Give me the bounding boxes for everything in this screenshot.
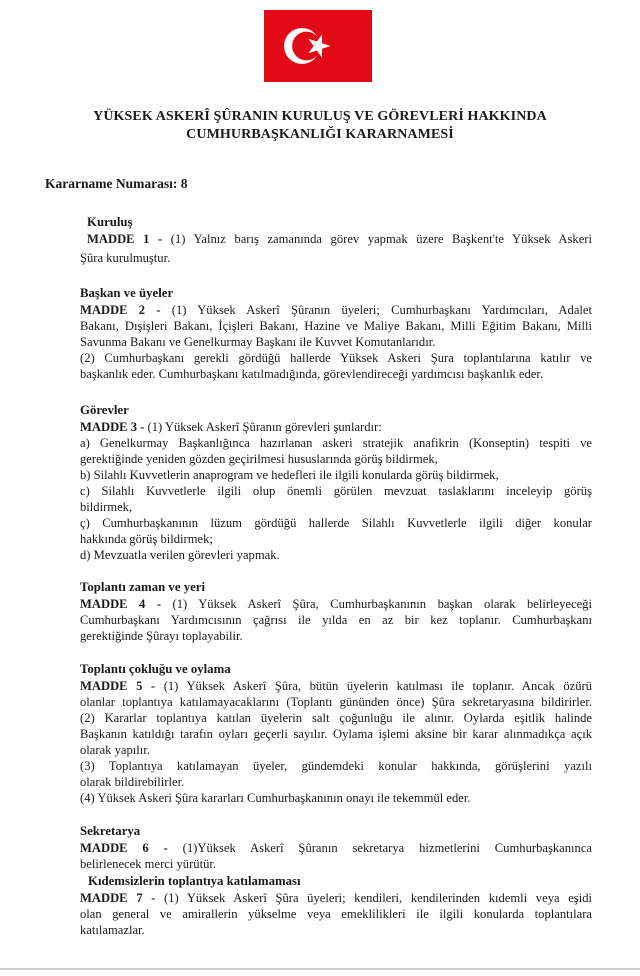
article-5-line-7: olarak bildirebilirler. bbox=[80, 775, 185, 789]
article-7-text-1: (1) Yüksek Askerî Şûra üyeleri; kendileri, kendilerinden kıdemli veya eşidi bbox=[163, 891, 592, 905]
article-1-line-2: Şûra kurulmuştur. bbox=[80, 251, 171, 265]
article-5-line-2: olanlar toplantıya katılamayacaklarını (Toplantı gününden önce) Şûra sekretaryasına bildirirler. bbox=[80, 695, 592, 709]
article-1-line-1 bbox=[87, 231, 592, 247]
decree-number: Kararname Numarası: 8 bbox=[45, 176, 188, 191]
article-3-line-5: c) Silahlı Kuvvetlerle ilgili olup önemli görülen mevzuat taslaklarını inceleyip görüş bbox=[80, 484, 592, 498]
article-5-line-6: (3) Toplantıya katılamayan üyeler, gündemdeki konular hakkında, görüşlerini yazılı bbox=[80, 759, 592, 773]
turkish-flag-icon bbox=[264, 10, 372, 82]
article-6-text-1: (1)Yüksek Askerî Şûranın sekretarya hizmetlerini Cumhurbaşkanınca bbox=[182, 841, 593, 855]
section-heading-toplanti: Toplantı zaman ve yeri bbox=[80, 580, 206, 594]
article-2-line-2: Bakanı, Dışişleri Bakanı, İçişleri Bakanı, Hazine ve Maliye Bakanı, Milli Eğitim Bakanı, Milli bbox=[80, 319, 592, 333]
article-1-text-1: (1) Yalnız barış zamanında görev yapmak üzere Başkent'te Yüksek Askeri bbox=[170, 232, 592, 246]
article-3-line-1 bbox=[80, 419, 382, 435]
article-3-line-2: a) Genelkurmay Başkanlığınca hazırlanan askeri stratejik anafikrin (Konseptin) tespiti ve bbox=[80, 436, 592, 450]
page-bottom-divider bbox=[0, 968, 640, 970]
section-heading-kidem: Kıdemsizlerin toplantıya katılamaması bbox=[88, 874, 301, 888]
article-5-label: MADDE 5 - bbox=[80, 679, 156, 693]
article-3-line-3: gerektiğinde yeniden gözden geçirilmesi hususlarında görüş bildirmek, bbox=[80, 452, 438, 466]
article-5-line-4: Başkanın katıldığı tarafın oyları geçerli sayılır. Oylama işlemi aksine bir karar alınmadıkça açık bbox=[80, 727, 592, 741]
article-4-line-3: gerektiğinde Şûrayı toplayabilir. bbox=[80, 629, 243, 643]
article-1-label: MADDE 1 - bbox=[87, 232, 163, 246]
article-7-label: MADDE 7 - bbox=[80, 891, 156, 905]
section-heading-baskan: Başkan ve üyeler bbox=[80, 286, 174, 300]
article-5-line-1 bbox=[80, 678, 592, 694]
article-2-line-5: başkanlık eder. Cumhurbaşkanı katılmadığında, görevlendireceği yardımcısı başkanlık eder. bbox=[80, 367, 544, 381]
article-5-line-5: olarak yapılır. bbox=[80, 743, 150, 757]
section-heading-cokluk: Toplantı çokluğu ve oylama bbox=[80, 662, 231, 676]
article-4-text-1: (1) Yüksek Askerî Şûra, Cumhurbaşkanının başkan olarak belirleyeceği bbox=[172, 597, 592, 611]
article-2-label: MADDE 2 - bbox=[80, 303, 161, 317]
article-3-text-1: (1) Yüksek Askerî Şûranın görevleri şunlardır: bbox=[147, 420, 382, 434]
article-6-line-2: belirlenecek merci yürütür. bbox=[80, 857, 217, 871]
article-3-line-8: hakkında görüş bildirmek; bbox=[80, 532, 213, 546]
article-3-line-9: d) Mevzuatla verilen görevleri yapmak. bbox=[80, 548, 280, 562]
article-2-line-4: (2) Cumhurbaşkanı gerekli gördüğü hallerde Yüksek Askeri Şura toplantılarına katılır ve bbox=[80, 351, 592, 365]
article-3-label: MADDE 3 - bbox=[80, 420, 145, 434]
decree-title-line-1: YÜKSEK ASKERÎ ŞÛRANIN KURULUŞ VE GÖREVLERİ HAKKINDA bbox=[93, 109, 547, 124]
article-6-line-1 bbox=[80, 840, 592, 856]
section-heading-gorevler: Görevler bbox=[80, 403, 129, 417]
article-3-line-6: bildirmek, bbox=[80, 500, 133, 514]
article-2-line-1 bbox=[80, 302, 592, 318]
article-2-line-3: Savunma Bakanı ve Genelkurmay Başkanı ile Kuvvet Komutanlarıdır. bbox=[80, 335, 436, 349]
article-6-label: MADDE 6 - bbox=[80, 841, 168, 855]
article-3-line-7: ç) Cumhurbaşkanının lüzum gördüğü hallerde Silahlı Kuvvetlerle ilgili diğer konular bbox=[80, 516, 592, 530]
article-5-line-3: (2) Kararlar toplantıya katılan üyelerin salt çoğunluğu ile alınır. Oylarda eşitlik halinde bbox=[80, 711, 592, 725]
article-7-line-1 bbox=[80, 890, 592, 906]
section-heading-sekretarya: Sekretarya bbox=[80, 824, 141, 838]
article-4-line-2: Cumhurbaşkanı Yardımcısının çağrısı ile yılda en az bir kez toplanır. Cumhurbaşkanı bbox=[80, 613, 592, 627]
article-7-line-2: olan general ve amirallerin yükselme veya emeklilikleri ile ilgili konularda toplantılara bbox=[80, 907, 592, 921]
article-5-line-8: (4) Yüksek Askeri Şûra kararları Cumhurbaşkanının onayı ile tekemmül eder. bbox=[80, 791, 471, 805]
article-4-label: MADDE 4 - bbox=[80, 597, 162, 611]
article-4-line-1 bbox=[80, 596, 592, 612]
article-2-text-1: (1) Yüksek Askerî Şûranın üyeleri; Cumhurbaşkanı Yardımcıları, Adalet bbox=[171, 303, 592, 317]
decree-title-line-2: CUMHURBAŞKANLIĞI KARARNAMESİ bbox=[186, 127, 454, 142]
section-heading-kurulus: Kuruluş bbox=[87, 215, 133, 229]
article-7-line-3: katılamazlar. bbox=[80, 923, 145, 937]
article-3-line-4: b) Silahlı Kuvvetlerin anaprogram ve hedefleri ile ilgili konularda görüş bildirmek, bbox=[80, 468, 499, 482]
article-5-text-1: (1) Yüksek Askerî Şûra, bütün üyelerin katılması ile toplanır. Ancak özürü bbox=[163, 679, 593, 693]
